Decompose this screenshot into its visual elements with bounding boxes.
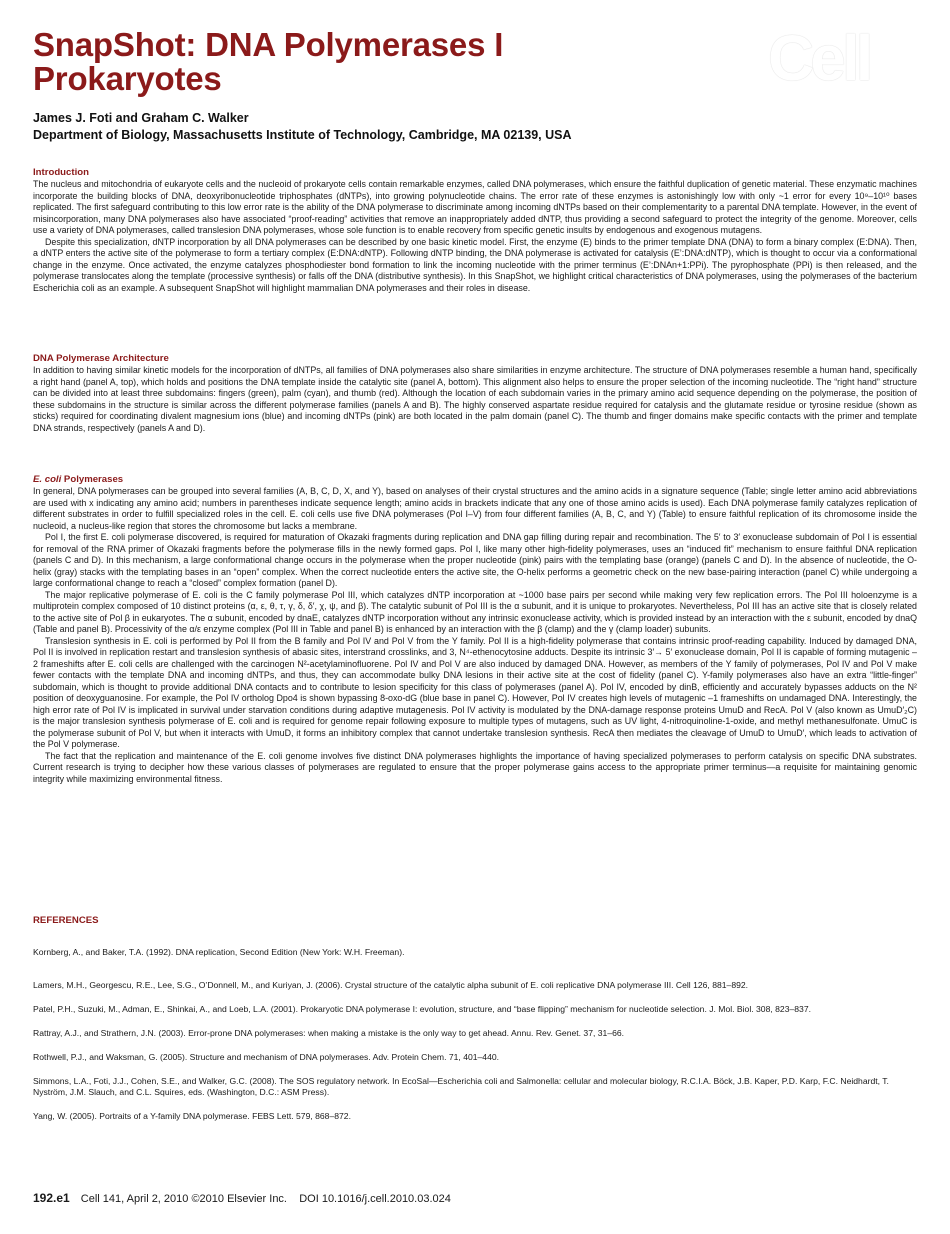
architecture-section (33, 353, 917, 434)
ecoli-paragraph-4: Translesion synthesis in E. coli is performed by Pol II from the B family and Pol IV and Pol V from the Y family. Pol II is a high-fidelity polymerase that contains intrinsic proof-reading capability. Induced by damaged DNA, Pol II is involved in replication restart and translesion synthesis of abasic sites, interstrand crosslinks, and 3, N⁴-ethenocytosine adducts. Despite its intrinsic 3′→ 5′ exonuclease domain, Pol II is capable of forming mutagenic –2 frameshifts after E. coli cells are challenged with the carcinogen N²-acetylaminofluorene. Pol IV and Pol V are also induced by damaged DNA. However, as members of the Y family of polymerases, Pol IV and Pol V make fewer contacts with the template DNA and incoming dNTPs, and thus, they can accommodate bulky DNA lesions in their active site at the cost of fidelity (panel C). Y-family polymerases also have an extra “little-finger” subdomain, which is thought to provide additional DNA contacts and to contribute to lesion specificity for this class of polymerases (panel A). Pol IV, encoded by dinB, efficiently and accurately bypasses adducts on the N² position of deoxyguanosine. For example, the Pol IV ortholog Dpo4 is shown bypassing 8-oxo-dG (blue base in panel C). However, Pol IV creates high levels of mutagenic –1 frameshifts on undamaged DNA. Interestingly, the high error rate of Pol IV is implicated in survival under starvation conditions during adaptive mutagenesis. Pol IV activity is modulated by the DNA-damage response proteins UmuD and RecA. Pol V (also known as UmuD′₂C) is the major translesion synthesis polymerase of E. coli and is required for genome repair following exposure to multiple types of mutagens, such as UV light, 4-nitroquinoline-1-oxide, and methyl methanesulfonate. UmuC is the polymerase subunit of Pol V, but when it interacts with UmuD, it forms an inhibitory complex that cannot undertake translesion synthesis. RecA then mediates the cleavage of UmuD to UmuD′, which leads to activation of the Pol V polymerase. (33, 635, 917, 749)
reference-item: Simmons, L.A., Foti, J.J., Cohen, S.E., and Walker, G.C. (2008). The SOS regulatory network. In EcoSal—Escherichia coli and Salmonella: cellular and molecular biology, R.C.I.A. Böck, J.B. Kaper, P.D. Karp, F.C. Neidhardt, T. Nyström, J.M. Slauch, and C.L. Squires, eds. (Washington, D.C.: ASM Press). (33, 1076, 889, 1097)
author-block (33, 110, 883, 144)
introduction-section (33, 167, 917, 294)
title-line-1: SnapShot: DNA Polymerases I (33, 26, 504, 63)
reference-item: Yang, W. (2005). Portraits of a Y-family DNA polymerase. FEBS Lett. 579, 868–872. (33, 1111, 351, 1121)
reference-item: Rothwell, P.J., and Waksman, G. (2005). Structure and mechanism of DNA polymerases. Adv. Protein Chem. 71, 401–440. (33, 1052, 500, 1062)
architecture-paragraph-1: In addition to having similar kinetic models for the incorporation of dNTPs, all families of DNA polymerases also share similarities in enzyme architecture. The structure of DNA polymerases resemble a human hand, specifically a right hand (panel A, top), which holds and positions the DNA template inside the catalytic site (panel A, bottom). This alignment also helps to ensure the proper selection of the incoming nucleotide. The “right hand” structure can be divided into at least three subdomains: fingers (green), palm (cyan), and thumb (red). Although the location of each subdomain varies in the primary amino acid sequence depending on the polymerase, the position of these subdomains in the structure is similar across the different polymerase families (panels A and B). The highly conserved aspartate residue required for catalysis and the glutamate residue or tyrosine residue (shown as sticks) required for coordinating divalent magnesium ions (blue) and incoming dNTPs (pink) are both located in the palm domain (panel C). The thumb and finger domains make specific contacts with the primer and template DNA strands, respectively (panels A and D). (33, 365, 917, 433)
introduction-paragraph-2: Despite this specialization, dNTP incorporation by all DNA polymerases can be described by one basic kinetic model. First, the enzyme (E) binds to the primer template DNA (DNA) to form a binary complex (E:DNA). Then, a dNTP enters the active site of the polymerase to form a tertiary complex (E:DNA:dNTP). Following dNTP binding, the DNA polymerase is activated for catalysis (E’:DNA:dNTP), which is thought to occur via a conformational change in the enzyme. Once activated, the enzyme catalyzes phosphodiester bond formation to link the incoming nucleotide with the primer terminus (E’:DNAn+1:PPi). The pyrophosphate (PPi) is then released, and the polymerase translocates along the template (processive synthesis) or falls off the DNA (distributive synthesis). In this SnapShot, we highlight critical characteristics of DNA polymerases, using the polymerases of the bacterium Escherichia coli as an example. A subsequent SnapShot will highlight mammalian DNA polymerases and their roles in disease. (33, 236, 917, 293)
references-heading: REFERENCES (33, 915, 99, 926)
introduction-paragraph-1: The nucleus and mitochondria of eukaryote cells and the nucleoid of prokaryote cells contain remarkable enzymes, called DNA polymerases, which ensure the faithful duplication of genetic material. These enzymatic machines incorporate the building blocks of DNA, deoxyribonucleotide triphosphates (dNTPs), into growing polynucleotide chains. The error rate of these enzymes is astonishingly low with only ~1 error for every 10⁹–10¹⁰ bases replicated. The first safeguard contributing to this low error rate is the ability of the DNA polymerase to discriminate among incoming dNTPs based on their complementarity to a parental DNA template. However, in the event of misincorporation, many DNA polymerases also have associated “proof-reading” activities that remove an inappropriately added dNTP, thus providing a second safeguard to protect the integrity of the genome. Moreover, cells use a variety of DNA polymerases, called translesion DNA polymerases, whose sole function is to enable recovery from specific genetic insults by endogenous and exogenous mutagens. (33, 179, 917, 235)
ecoli-heading-italic: E. coli (33, 474, 62, 485)
reference-item: Rattray, A.J., and Strathern, J.N. (2003). Error-prone DNA polymerases: when making a mistake is the only way to get ahead. Annu. Rev. Genet. 37, 31–66. (33, 1028, 625, 1038)
authors: James J. Foti and Graham C. Walker (33, 111, 249, 125)
ecoli-paragraph-3: The major replicative polymerase of E. coli is the C family polymerase Pol III, which catalyzes dNTP incorporation at ~1000 base pairs per second while making very few replication errors. The Pol III holoenzyme is a multiprotein complex composed of 10 distinct proteins (α, ε, θ, τ, γ, δ, δ′, χ, ψ, and β). The catalytic subunit of Pol III is the α subunit, and it is unique to prokaryotes. Nevertheless, Pol III has an active site that is closely related to the active site of Pol β in eukaryotes. The α subunit, encoded by dnaE, catalyzes dNTP incorporation without any intrinsic exonuclease activity, which is provided instead by an interaction with the ε subunit, encoded by dnaQ (Table and panel B). Processivity of the α/ε enzyme complex (Pol III in Table and panel B) is enhanced by an interaction with the β (clamp) and the γ (clamp loader) subunits. (33, 589, 917, 634)
references-list (33, 947, 917, 1135)
ecoli-section (33, 474, 917, 785)
citation-line: Cell 141, April 2, 2010 ©2010 Elsevier Inc. DOI 10.1016/j.cell.2010.03.024 (80, 1193, 451, 1205)
page-footer (33, 1191, 451, 1205)
title-line-2: Prokaryotes (33, 60, 222, 97)
reference-item: Patel, P.H., Suzuki, M., Adman, E., Shinkai, A., and Loeb, L.A. (2001). Prokaryotic DNA polymerase I: evolution, structure, and “base flipping” mechanism for nucleotide selection. J. Mol. Biol. 308, 823–837. (33, 1004, 811, 1014)
reference-item: Lamers, M.H., Georgescu, R.E., Lee, S.G., O’Donnell, M., and Kuriyan, J. (2006). Crystal structure of the catalytic alpha subunit of E. coli replicative DNA polymerase III. Cell 126, 881–892. (33, 980, 749, 990)
ecoli-heading-rest: Polymerases (61, 474, 124, 485)
reference-item: Kornberg, A., and Baker, T.A. (1992). DNA replication, Second Edition (New York: W.H. Freeman). (33, 947, 405, 957)
ecoli-heading (33, 474, 917, 486)
architecture-heading: DNA Polymerase Architecture (33, 353, 169, 364)
ecoli-paragraph-1: In general, DNA polymerases can be grouped into several families (A, B, C, D, X, and Y), based on analyses of their crystal structures and the amino acids in a signature sequence (Table; single letter amino acid abbreviations are used with x indicating any amino acid; numbers in parentheses indicate sequence length; amino acids in brackets indicate that any one of those amino acids is used). Each DNA polymerase family catalyzes replication of different substrates in order to fulfill specialized roles in the cell. E. coli cells use five DNA polymerases (Pol I–V) from four different families (A, B, C, and Y) (Table) to ensure faithful replication of its chromosome inside the nucleoid, a nucleus-like region that stores the chromosome but lacks a membrane. (33, 486, 917, 531)
introduction-heading: Introduction (33, 167, 89, 178)
journal-logo: Cell (768, 22, 870, 94)
ecoli-paragraph-2: Pol I, the first E. coli polymerase discovered, is required for maturation of Okazaki fragments during replication and DNA gap filling during repair and recombination. The 5′ to 3′ exonuclease subdomain of Pol I is essential for removal of the RNA primer of Okazaki fragments before the polymerase fills in the newly formed gaps. Pol I, like many other high-fidelity polymerases, uses an “induced fit” mechanism to ensure faithful DNA replication (panels C and D). In this mechanism, a large conformational change occurs in the polymerase when the proper nucleotide (pink) pairs with the templating base (orange) (panels C and D). In the absence of nucleotide, the O-helix (gray) stacks with the templating bases in an “open” complex. When the correct nucleotide enters the active site, the O-helix performs a geometric check on the new base-pairing interaction (panel C) while undergoing a large conformational change to reach a “closed” complex formation (panel D). (33, 532, 917, 588)
ecoli-paragraph-5: The fact that the replication and maintenance of the E. coli genome involves five distinct DNA polymerases highlights the importance of having specialized polymerases to perform catalysis on specific DNA substrates. Current research is trying to decipher how these various classes of polymerases are regulated to ensure that the proper polymerase gains access to the appropriate primer terminus—a requisite for maintaining genomic integrity while maximizing environmental fitness. (33, 750, 917, 784)
affiliation: Department of Biology, Massachusetts Institute of Technology, Cambridge, MA 02139, USA (33, 128, 572, 142)
page-title (33, 28, 733, 96)
page-number: 192.e1 (33, 1191, 70, 1205)
